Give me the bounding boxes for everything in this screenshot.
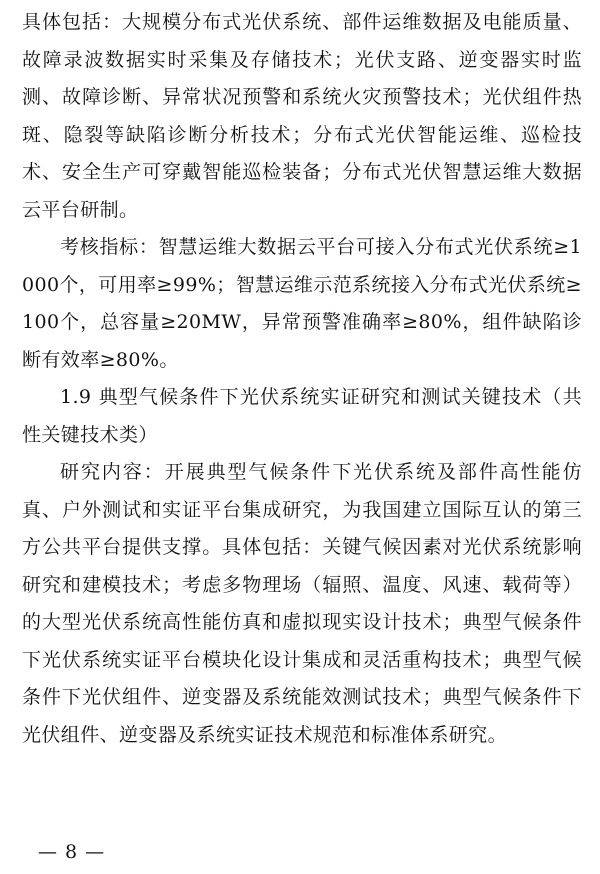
page-number: — 8 — bbox=[38, 841, 106, 863]
paragraph-assessment-indicators: 考核指标：智慧运维大数据云平台可接入分布式光伏系统≥1000个，可用率≥99%；智慧运维示范系统接入分布式光伏系统≥100个，总容量≥20MW，异常预警准确率≥80%，组件缺陷诊断有效率≥80%。 bbox=[22, 236, 582, 371]
section-heading-1-9: 1.9 典型气候条件下光伏系统实证研究和测试关键技术（共性关键技术类） bbox=[22, 386, 582, 446]
document-body bbox=[22, 4, 582, 754]
paragraph-research-content: 研究内容：开展典型气候条件下光伏系统及部件高性能仿真、户外测试和实证平台集成研究，为我国建立国际互认的第三方公共平台提供支撑。具体包括：关键气候因素对光伏系统影响研究和建模技术；考虑多物理场（辐照、温度、风速、载荷等）的大型光伏系统高性能仿真和虚拟现实设计技术；典型气候条件下光伏系统实证平台模块化设计集成和灵活重构技术；典型气候条件下光伏组件、逆变器及系统能效测试技术；典型气候条件下光伏组件、逆变器及系统实证技术规范和标准体系研究。 bbox=[22, 461, 582, 746]
paragraph-contents-continued: 具体包括：大规模分布式光伏系统、部件运维数据及电能质量、故障录波数据实时采集及存储技术；光伏支路、逆变器实时监测、故障诊断、异常状况预警和系统火灾预警技术；光伏组件热斑、隐裂等缺陷诊断分析技术；分布式光伏智能运维、巡检技术、安全生产可穿戴智能巡检装备；分布式光伏智慧运维大数据云平台研制。 bbox=[22, 11, 582, 221]
